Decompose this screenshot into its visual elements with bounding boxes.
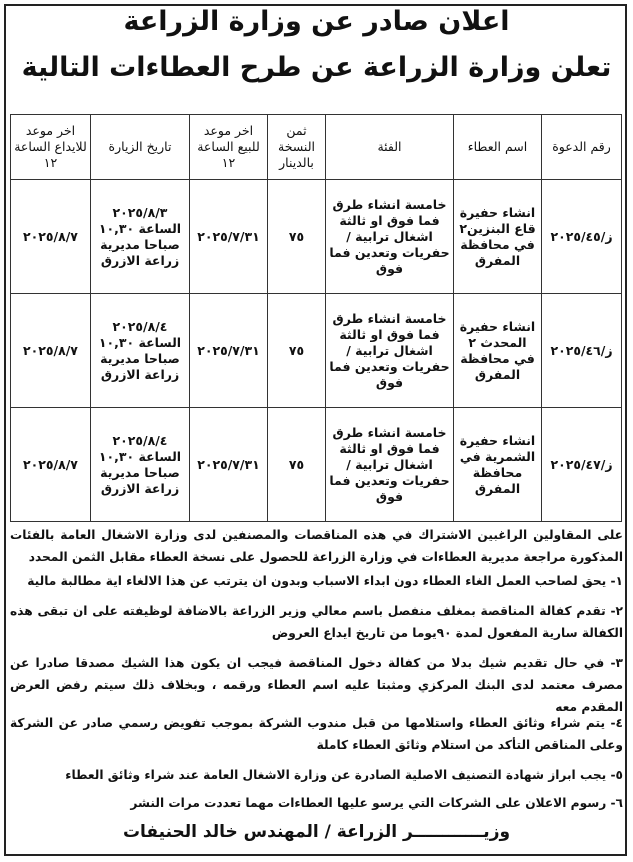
col-header-visit-date: تاريخ الزيارة bbox=[91, 115, 190, 180]
cell-sale-deadline: ٢٠٢٥/٧/٣١ bbox=[190, 180, 268, 294]
col-header-name: اسم العطاء bbox=[454, 115, 542, 180]
col-header-number: رقم الدعوة bbox=[542, 115, 622, 180]
minister-signature-line: وزيــــــــــــر الزراعة / المهندس خالد الحنيفات bbox=[122, 822, 511, 842]
cell-visit-date: ٢٠٢٥/٨/٤ الساعة ١٠,٣٠ صباحا مديرية زراعة الازرق bbox=[91, 294, 190, 408]
announcement-title: اعلان صادر عن وزارة الزراعة bbox=[123, 6, 510, 37]
term-4: ٤- يتم شراء وثائق العطاء واستلامها من قبل مندوب الشركة بموجب تفويض رسمي صادر عن الشركة وعلى المناقص التأكد من استلام وثائق العطاء كاملة bbox=[10, 716, 623, 752]
cell-name: انشاء حفيرة الشمرية في محافظة المفرق bbox=[454, 408, 542, 522]
table-header-row bbox=[11, 115, 622, 180]
cell-price: ٧٥ bbox=[268, 408, 326, 522]
table-row bbox=[11, 408, 622, 522]
table-row bbox=[11, 180, 622, 294]
col-header-deposit-deadline: اخر موعد للايداع الساعة ١٢ bbox=[11, 115, 91, 180]
col-header-sale-deadline: اخر موعد للبيع الساعة ١٢ bbox=[190, 115, 268, 180]
col-header-price: ثمن النسخة بالدينار bbox=[268, 115, 326, 180]
cell-price: ٧٥ bbox=[268, 180, 326, 294]
cell-deposit-deadline: ٢٠٢٥/٨/٧ bbox=[11, 294, 91, 408]
cell-name: انشاء حفيرة قاع البنزين٢ في محافظة المفرق bbox=[454, 180, 542, 294]
cell-name: انشاء حفيرة المحدث ٢ في محافظة المفرق bbox=[454, 294, 542, 408]
cell-visit-date: ٢٠٢٥/٨/٤ الساعة ١٠,٣٠ صباحا مديرية زراعة الازرق bbox=[91, 408, 190, 522]
table-row bbox=[11, 294, 622, 408]
cell-category: خامسة انشاء طرق فما فوق او ثالثة اشغال ترابية / حفريات وتعدين فما فوق bbox=[326, 294, 454, 408]
cell-visit-date: ٢٠٢٥/٨/٣ الساعة ١٠,٣٠ صباحا مديرية زراعة الازرق bbox=[91, 180, 190, 294]
cell-deposit-deadline: ٢٠٢٥/٨/٧ bbox=[11, 180, 91, 294]
cell-number: ز/٢٠٢٥/٤٥ bbox=[542, 180, 622, 294]
term-6: ٦- رسوم الاعلان على الشركات التي يرسو عليها العطاءات مهما تعددت مرات النشر bbox=[130, 796, 623, 810]
term-2: ٢- تقدم كفالة المناقصة بمغلف منفصل باسم معالي وزير الزراعة بالاضافة لوظيفته على ان تبقى هذه الكفالة سارية المفعول لمدة ٩٠يوما من تاريخ ايداع العروض bbox=[10, 604, 623, 640]
cell-sale-deadline: ٢٠٢٥/٧/٣١ bbox=[190, 408, 268, 522]
term-3: ٣- في حال تقديم شيك بدلا من كفالة دخول المناقصة فيجب ان يكون هذا الشيك مصدقا صادرا عن مصرف معتمد لدى البنك المركزي ومثبتا عليه اسم العطاء ورقمه ، وبخلاف ذلك سيتم رفض العرض المقدم معه bbox=[10, 656, 623, 714]
term-1: ١- يحق لصاحب العمل الغاء العطاء دون ابداء الاسباب وبدون ان يترتب عن هذا الالغاء اية مطالبة مالية bbox=[27, 574, 623, 588]
cell-sale-deadline: ٢٠٢٥/٧/٣١ bbox=[190, 294, 268, 408]
cell-category: خامسة انشاء طرق فما فوق او ثالثة اشغال ترابية / حفريات وتعدين فما فوق bbox=[326, 408, 454, 522]
cell-deposit-deadline: ٢٠٢٥/٨/٧ bbox=[11, 408, 91, 522]
cell-category: خامسة انشاء طرق فما فوق او ثالثة اشغال ترابية / حفريات وتعدين فما فوق bbox=[326, 180, 454, 294]
cell-number: ز/٢٠٢٥/٤٧ bbox=[542, 408, 622, 522]
term-5: ٥- يجب ابراز شهادة التصنيف الاصلية الصادرة عن وزارة الاشغال العامة عند شراء وثائق العطاء bbox=[65, 768, 623, 782]
cell-price: ٧٥ bbox=[268, 294, 326, 408]
tenders-table bbox=[10, 114, 622, 522]
cell-number: ز/٢٠٢٥/٤٦ bbox=[542, 294, 622, 408]
intro-paragraph: على المقاولين الراغبين الاشتراك في هذه المناقصات والمصنفين لدى وزارة الاشغال العامة بالفئات المذكورة مراجعة مديرية العطاءات في وزارة الزراعة للحصول على نسخة العطاء مقابل الثمن المحدد bbox=[10, 528, 623, 564]
col-header-category: الفئة bbox=[326, 115, 454, 180]
announcement-subtitle: تعلن وزارة الزراعة عن طرح العطاءات التالية bbox=[21, 52, 612, 83]
